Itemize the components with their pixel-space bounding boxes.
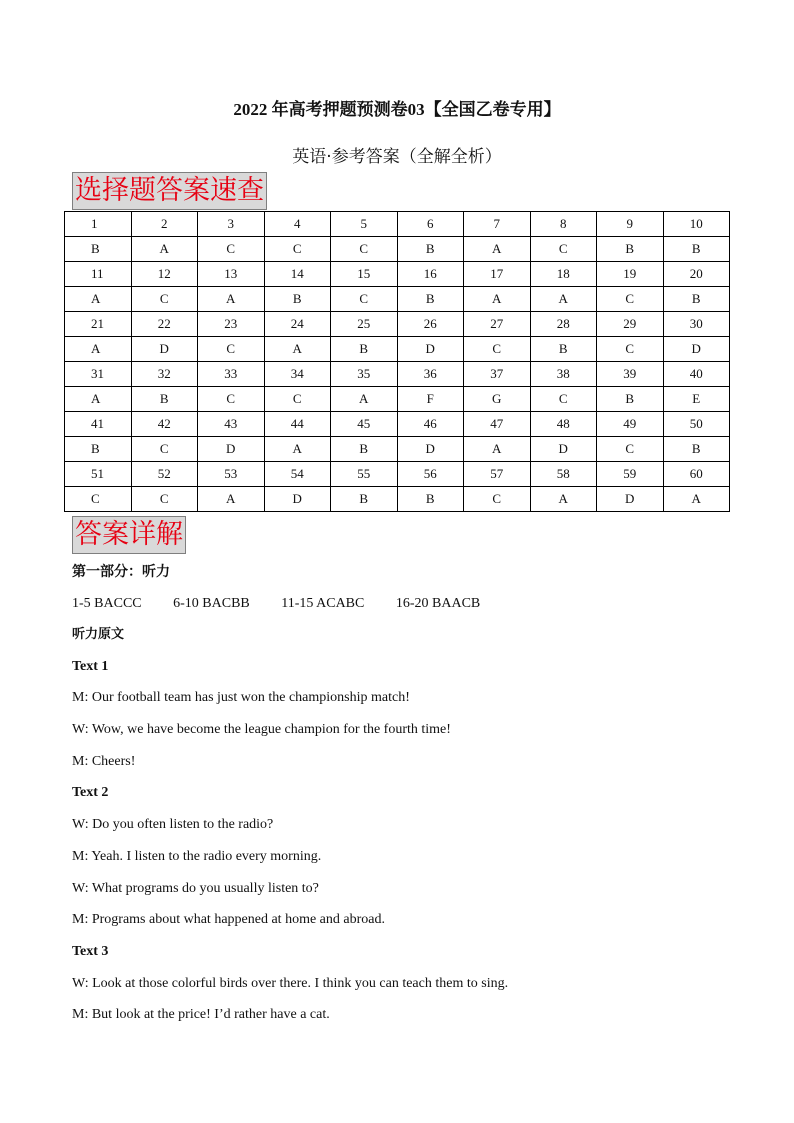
question-number-row <box>65 212 730 237</box>
answer-cell: A <box>464 237 531 262</box>
answer-table <box>64 211 730 512</box>
dialogue-line: M: Programs about what happened at home and abroad. <box>72 912 385 928</box>
answer-cell: C <box>264 237 331 262</box>
quick-answers-banner: 选择题答案速查 <box>72 172 267 210</box>
question-number-cell: 32 <box>131 362 198 387</box>
answer-cell: C <box>597 287 664 312</box>
answer-cell: A <box>663 487 730 512</box>
question-number-cell: 59 <box>597 462 664 487</box>
dialogue-line: M: Cheers! <box>72 753 136 769</box>
answer-cell: C <box>198 387 265 412</box>
transcript-heading: 听力原文 <box>72 627 125 642</box>
answer-cell: A <box>331 387 398 412</box>
question-number-cell: 13 <box>198 262 265 287</box>
answer-cell: D <box>131 337 198 362</box>
question-number-cell: 50 <box>663 412 730 437</box>
answer-row <box>65 487 730 512</box>
answer-cell: D <box>198 437 265 462</box>
question-number-cell: 54 <box>264 462 331 487</box>
answer-cell: A <box>530 287 597 312</box>
question-number-cell: 12 <box>131 262 198 287</box>
dialogue-line: W: Wow, we have become the league champion for the fourth time! <box>72 722 451 738</box>
question-number-cell: 36 <box>397 362 464 387</box>
answer-cell: B <box>530 337 597 362</box>
text-heading: Text 3 <box>72 943 109 959</box>
question-number-cell: 7 <box>464 212 531 237</box>
question-number-cell: 28 <box>530 312 597 337</box>
question-number-cell: 37 <box>464 362 531 387</box>
answer-cell: B <box>331 337 398 362</box>
answer-cell: B <box>397 487 464 512</box>
dialogue-line: M: Our football team has just won the championship match! <box>72 690 410 706</box>
answer-cell: A <box>65 387 132 412</box>
answer-cell: A <box>464 437 531 462</box>
answer-row <box>65 387 730 412</box>
section-heading-listening: 第一部分：听力 <box>72 564 170 580</box>
answer-cell: C <box>530 387 597 412</box>
question-number-cell: 55 <box>331 462 398 487</box>
question-number-cell: 23 <box>198 312 265 337</box>
answer-cell: D <box>663 337 730 362</box>
question-number-cell: 39 <box>597 362 664 387</box>
question-number-cell: 11 <box>65 262 132 287</box>
answer-cell: A <box>65 337 132 362</box>
text-heading: Text 1 <box>72 658 109 674</box>
answer-cell: C <box>597 437 664 462</box>
question-number-cell: 44 <box>264 412 331 437</box>
answer-table-body <box>65 212 730 512</box>
question-number-cell: 40 <box>663 362 730 387</box>
answer-cell: C <box>264 387 331 412</box>
answer-row <box>65 237 730 262</box>
question-number-cell: 58 <box>530 462 597 487</box>
question-number-cell: 42 <box>131 412 198 437</box>
answer-cell: B <box>65 237 132 262</box>
answer-group: 6-10 BACBB <box>173 596 250 611</box>
answer-cell: A <box>530 487 597 512</box>
answer-group: 16-20 BAACB <box>395 596 481 611</box>
question-number-cell: 16 <box>397 262 464 287</box>
question-number-cell: 60 <box>663 462 730 487</box>
answer-cell: D <box>397 437 464 462</box>
answer-cell: C <box>198 337 265 362</box>
answer-cell: A <box>131 237 198 262</box>
answer-cell: B <box>331 437 398 462</box>
question-number-cell: 2 <box>131 212 198 237</box>
answer-cell: C <box>464 337 531 362</box>
document-subtitle: 英语·参考答案（全解全析） <box>292 147 502 167</box>
question-number-cell: 4 <box>264 212 331 237</box>
question-number-cell: 27 <box>464 312 531 337</box>
answer-row <box>65 337 730 362</box>
question-number-cell: 48 <box>530 412 597 437</box>
answer-cell: C <box>65 487 132 512</box>
answer-cell: B <box>331 487 398 512</box>
question-number-cell: 33 <box>198 362 265 387</box>
answer-cell: C <box>331 237 398 262</box>
question-number-row <box>65 362 730 387</box>
dialogue-line: W: What programs do you usually listen to? <box>72 880 319 896</box>
question-number-cell: 52 <box>131 462 198 487</box>
question-number-cell: 25 <box>331 312 398 337</box>
answer-row <box>65 437 730 462</box>
question-number-cell: 20 <box>663 262 730 287</box>
answer-group: 11-15 ACABC <box>281 596 365 611</box>
answer-row <box>65 287 730 312</box>
dialogue-line: W: Look at those colorful birds over there. I think you can teach them to sing. <box>72 975 509 991</box>
answer-cell: C <box>530 237 597 262</box>
answer-cell: A <box>65 287 132 312</box>
question-number-cell: 47 <box>464 412 531 437</box>
question-number-cell: 17 <box>464 262 531 287</box>
answer-cell: B <box>397 287 464 312</box>
question-number-cell: 57 <box>464 462 531 487</box>
question-number-cell: 49 <box>597 412 664 437</box>
question-number-cell: 9 <box>597 212 664 237</box>
answer-group: 1-5 BACCC <box>72 596 142 611</box>
answer-cell: D <box>597 487 664 512</box>
answer-cell: B <box>264 287 331 312</box>
question-number-cell: 43 <box>198 412 265 437</box>
question-number-cell: 5 <box>331 212 398 237</box>
answer-cell: B <box>597 237 664 262</box>
dialogue-line: M: But look at the price! I’d rather have a cat. <box>72 1007 330 1023</box>
dialogue-line: M: Yeah. I listen to the radio every morning. <box>72 848 322 864</box>
question-number-cell: 41 <box>65 412 132 437</box>
detailed-answers-banner: 答案详解 <box>72 516 186 554</box>
answer-cell: B <box>663 437 730 462</box>
question-number-cell: 21 <box>65 312 132 337</box>
question-number-cell: 24 <box>264 312 331 337</box>
answer-cell: C <box>131 487 198 512</box>
text-heading: Text 2 <box>72 785 109 801</box>
question-number-cell: 29 <box>597 312 664 337</box>
question-number-cell: 10 <box>663 212 730 237</box>
answer-cell: A <box>264 437 331 462</box>
answer-cell: G <box>464 387 531 412</box>
question-number-cell: 18 <box>530 262 597 287</box>
answer-cell: B <box>65 437 132 462</box>
question-number-cell: 26 <box>397 312 464 337</box>
question-number-row <box>65 462 730 487</box>
answer-cell: B <box>597 387 664 412</box>
answer-cell: D <box>264 487 331 512</box>
question-number-cell: 3 <box>198 212 265 237</box>
answer-cell: D <box>530 437 597 462</box>
question-number-cell: 8 <box>530 212 597 237</box>
answer-cell: C <box>131 437 198 462</box>
answer-cell: A <box>198 487 265 512</box>
question-number-cell: 30 <box>663 312 730 337</box>
question-number-cell: 53 <box>198 462 265 487</box>
answer-cell: C <box>464 487 531 512</box>
answer-cell: C <box>597 337 664 362</box>
answer-cell: C <box>131 287 198 312</box>
listening-transcript <box>72 624 752 1036</box>
question-number-cell: 34 <box>264 362 331 387</box>
document-title: 2022 年高考押题预测卷03【全国乙卷专用】 <box>233 100 561 119</box>
answer-cell: D <box>397 337 464 362</box>
question-number-cell: 1 <box>65 212 132 237</box>
question-number-cell: 19 <box>597 262 664 287</box>
question-number-row <box>65 312 730 337</box>
transcript-lines <box>72 656 752 1036</box>
question-number-cell: 56 <box>397 462 464 487</box>
answer-cell: C <box>198 237 265 262</box>
question-number-cell: 35 <box>331 362 398 387</box>
question-number-row <box>65 412 730 437</box>
answer-cell: B <box>131 387 198 412</box>
question-number-cell: 45 <box>331 412 398 437</box>
answer-cell: A <box>464 287 531 312</box>
question-number-cell: 6 <box>397 212 464 237</box>
question-number-cell: 15 <box>331 262 398 287</box>
answer-cell: B <box>397 237 464 262</box>
question-number-cell: 31 <box>65 362 132 387</box>
answer-cell: C <box>331 287 398 312</box>
question-number-cell: 38 <box>530 362 597 387</box>
question-number-cell: 51 <box>65 462 132 487</box>
answer-cell: A <box>198 287 265 312</box>
answer-cell: A <box>264 337 331 362</box>
question-number-row <box>65 262 730 287</box>
question-number-cell: 22 <box>131 312 198 337</box>
question-number-cell: 46 <box>397 412 464 437</box>
listening-answer-summary <box>72 594 480 614</box>
dialogue-line: W: Do you often listen to the radio? <box>72 817 274 833</box>
question-number-cell: 14 <box>264 262 331 287</box>
answer-cell: B <box>663 287 730 312</box>
answer-cell: F <box>397 387 464 412</box>
answer-cell: E <box>663 387 730 412</box>
answer-cell: B <box>663 237 730 262</box>
